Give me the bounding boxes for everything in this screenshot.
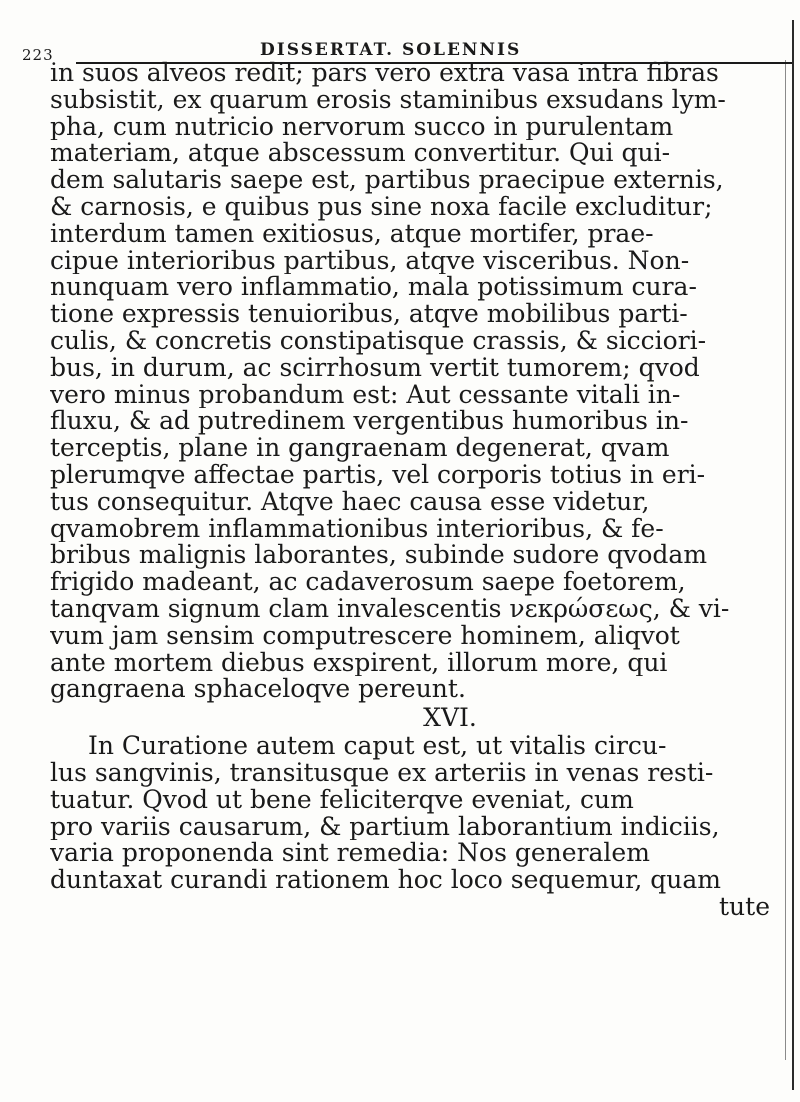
text-line: vero minus probandum est: Aut cessante vitali in- bbox=[50, 381, 681, 409]
text-line: In Curatione autem caput est, ut vitalis circu- bbox=[88, 733, 667, 760]
text-line: tione expressis tenuioribus, atqve mobilibus parti- bbox=[50, 301, 688, 328]
text-line: plerumqve affectae partis, vel corporis totius in eri- bbox=[50, 461, 706, 489]
page-header bbox=[22, 18, 762, 64]
section-number: XVI. bbox=[423, 703, 477, 733]
text-line: fluxu, & ad putredinem vergentibus humoribus in- bbox=[50, 408, 689, 436]
page-number: 223 bbox=[22, 46, 54, 64]
main-text bbox=[50, 60, 770, 921]
text-line: culis, & concretis constipatisque crassis, & sicciori- bbox=[50, 327, 707, 355]
text-line: dem salutaris saepe est, partibus praecipue externis, bbox=[50, 167, 724, 194]
catchword: tute bbox=[719, 893, 770, 921]
text-line: nunquam vero inflammatio, mala potissimum cura- bbox=[50, 274, 697, 302]
text-line: frigido madeant, ac cadaverosum saepe foetorem, bbox=[50, 569, 686, 596]
text-line: pha, cum nutricio nervorum succo in purulentam bbox=[50, 113, 674, 141]
running-title: DISSERTAT. SOLENNIS bbox=[260, 40, 522, 60]
text-line: ante mortem diebus exspirent, illorum more, qui bbox=[50, 649, 668, 677]
text-line: lus sangvinis, transitusque ex arteriis in venas resti- bbox=[50, 759, 714, 787]
text-line: qvamobrem inflammationibus interioribus, & fe- bbox=[50, 515, 664, 543]
text-line: tanqvam signum clam invalescentis νεκρώσεως, & vi- bbox=[50, 595, 730, 623]
page-edge-shadow bbox=[785, 60, 786, 1060]
text-line: & carnosis, e quibus pus sine noxa facile excluditur; bbox=[50, 193, 713, 221]
text-line: pro variis causarum, & partium laborantium indiciis, bbox=[50, 813, 720, 841]
text-line: duntaxat curandi rationem hoc loco sequemur, quam bbox=[50, 867, 721, 894]
text-line: interdum tamen exitiosus, atque mortifer, prae- bbox=[50, 220, 654, 248]
text-line: materiam, atque abscessum convertitur. Qui qui- bbox=[50, 140, 671, 168]
text-line: terceptis, plane in gangraenam degenerat, qvam bbox=[50, 435, 670, 462]
text-line: gangraena sphaceloqve pereunt. bbox=[50, 676, 466, 704]
text-line: varia proponenda sint remedia: Nos generalem bbox=[50, 840, 650, 868]
text-line: vum jam sensim computrescere hominem, aliqvot bbox=[50, 622, 680, 650]
page-edge-rule bbox=[792, 20, 794, 1090]
text-line: in suos alveos redit; pars vero extra vasa intra fibras bbox=[50, 60, 719, 87]
text-line: tuatur. Qvod ut bene feliciterqve eveniat, cum bbox=[50, 786, 634, 814]
text-line: bus, in durum, ac scirrhosum vertit tumorem; qvod bbox=[50, 354, 700, 382]
text-line: cipue interioribus partibus, atqve visceribus. Non- bbox=[50, 247, 690, 275]
text-line: tus consequitur. Atqve haec causa esse videtur, bbox=[50, 488, 650, 516]
text-line: bribus malignis laborantes, subinde sudore qvodam bbox=[50, 542, 708, 570]
text-line: subsistit, ex quarum erosis staminibus exsudans lym- bbox=[50, 86, 726, 114]
